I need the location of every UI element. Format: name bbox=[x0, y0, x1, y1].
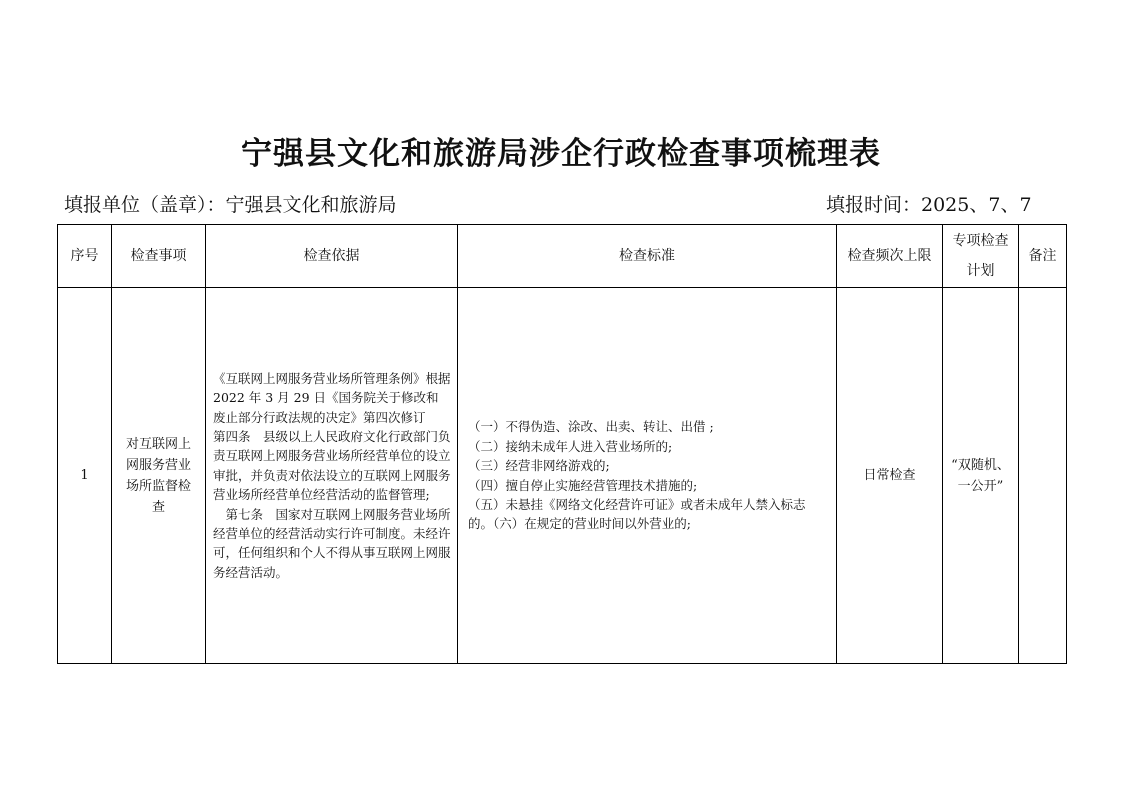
header-standard: 检查标准 bbox=[458, 225, 837, 288]
cell-plan: “双随机、一公开” bbox=[943, 288, 1019, 664]
header-basis: 检查依据 bbox=[206, 225, 458, 288]
header-plan: 专项检查计划 bbox=[943, 225, 1019, 288]
inspection-items-table bbox=[57, 224, 1067, 664]
header-item: 检查事项 bbox=[112, 225, 206, 288]
cell-basis: 《互联网上网服务营业场所管理条例》根据 2022 年 3 月 29 日《国务院关于修改和废止部分行政法规的决定》第四次修订 第四条 县级以上人民政府文化行政部门负责互联网上网服务营业场所经营单位的设立审批，并负责对依法设立的互联网上网服务营业场所经营单位经营活动的监督管理; 第七条 国家对互联网上网服务营业场所经营单位的经营活动实行许可制度。未经许可，任何组织和个人不得从事互联网上网服务经营活动。 bbox=[206, 288, 458, 664]
reporting-date: 填报时间：2025、7、7 bbox=[826, 194, 1032, 216]
document-title: 宁强县文化和旅游局涉企行政检查事项梳理表 bbox=[241, 136, 881, 172]
header-no: 序号 bbox=[58, 225, 112, 288]
cell-item: 对互联网上网服务营业场所监督检查 bbox=[112, 288, 206, 664]
header-remark: 备注 bbox=[1019, 225, 1067, 288]
cell-remark bbox=[1019, 288, 1067, 664]
header-frequency: 检查频次上限 bbox=[837, 225, 943, 288]
table-header-row bbox=[58, 225, 1067, 288]
reporting-unit: 填报单位（盖章）：宁强县文化和旅游局 bbox=[64, 194, 397, 216]
cell-no: 1 bbox=[58, 288, 112, 664]
table-row bbox=[58, 288, 1067, 664]
cell-frequency: 日常检查 bbox=[837, 288, 943, 664]
cell-standard: （一）不得伪造、涂改、出卖、转让、出借 ; （二）接纳未成年人进入营业场所的; （三）经营非网络游戏的; （四）擅自停止实施经营管理技术措施的; （五）未悬挂《网络文化经营许可证》或者未成年人禁入标志的。（六）在规定的营业时间以外营业的; bbox=[458, 288, 837, 664]
